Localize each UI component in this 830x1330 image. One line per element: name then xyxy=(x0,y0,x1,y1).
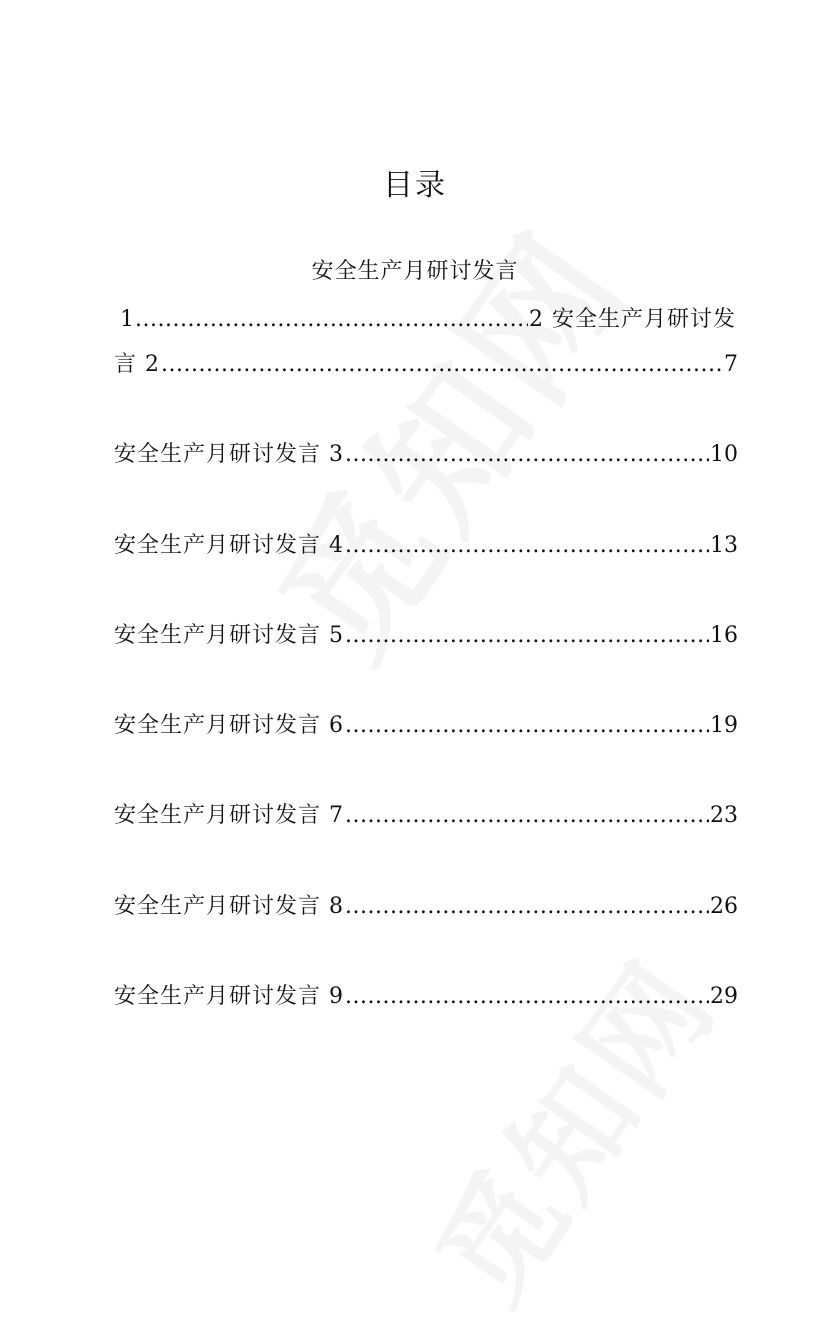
toc-leader-dots xyxy=(135,307,528,332)
toc-leader-dots xyxy=(345,533,709,558)
toc-entry-label: 安全生产月研讨发言 7 xyxy=(114,803,344,828)
toc-entry-label: 言 2 xyxy=(114,352,160,377)
toc-entry-label: 安全生产月研讨发言 6 xyxy=(114,713,344,738)
toc-entry-label: 安全生产月研讨发言 8 xyxy=(114,894,344,919)
toc-leader-dots xyxy=(345,623,709,648)
toc-entry-label: 安全生产月研讨发言 9 xyxy=(114,984,344,1009)
toc-entry-page: 29 xyxy=(710,984,738,1009)
toc-leader-dots xyxy=(345,984,709,1009)
toc-entry-wrapped-line2[interactable] xyxy=(114,347,738,381)
toc-entry[interactable] xyxy=(114,528,738,562)
toc-entry[interactable] xyxy=(114,798,738,832)
toc-entry-page: 10 xyxy=(710,442,738,467)
toc-entry[interactable] xyxy=(114,437,738,471)
toc-heading: 安全生产月研讨发言 xyxy=(311,259,519,284)
toc-leader-dots xyxy=(345,803,709,828)
toc-leader-dots xyxy=(345,894,709,919)
toc-entry[interactable] xyxy=(114,979,738,1013)
toc-entry-page: 23 xyxy=(710,803,738,828)
toc-entry-label: 2 安全生产月研讨发 xyxy=(529,307,736,332)
toc-entry-page: 13 xyxy=(710,533,738,558)
toc-entry-label: 安全生产月研讨发言 4 xyxy=(114,533,344,558)
toc-leader-dots xyxy=(345,713,709,738)
toc-entry-page: 19 xyxy=(710,713,738,738)
toc-entry-label: 安全生产月研讨发言 3 xyxy=(114,442,344,467)
toc-entry-page: 16 xyxy=(710,623,738,648)
toc-entry[interactable] xyxy=(114,708,738,742)
toc-leader-dots xyxy=(345,442,709,467)
toc-entry-label: 安全生产月研讨发言 5 xyxy=(114,623,344,648)
toc-title: 目录 xyxy=(383,168,447,203)
toc-entry[interactable] xyxy=(114,618,738,652)
toc-entry-page: 7 xyxy=(724,352,738,377)
toc-leader-dots xyxy=(161,352,723,377)
toc-entry-page: 1 xyxy=(120,307,134,332)
toc-entry-wrapped-line1[interactable] xyxy=(120,302,736,336)
toc-entry-page: 26 xyxy=(710,894,738,919)
toc-entry[interactable] xyxy=(114,889,738,923)
